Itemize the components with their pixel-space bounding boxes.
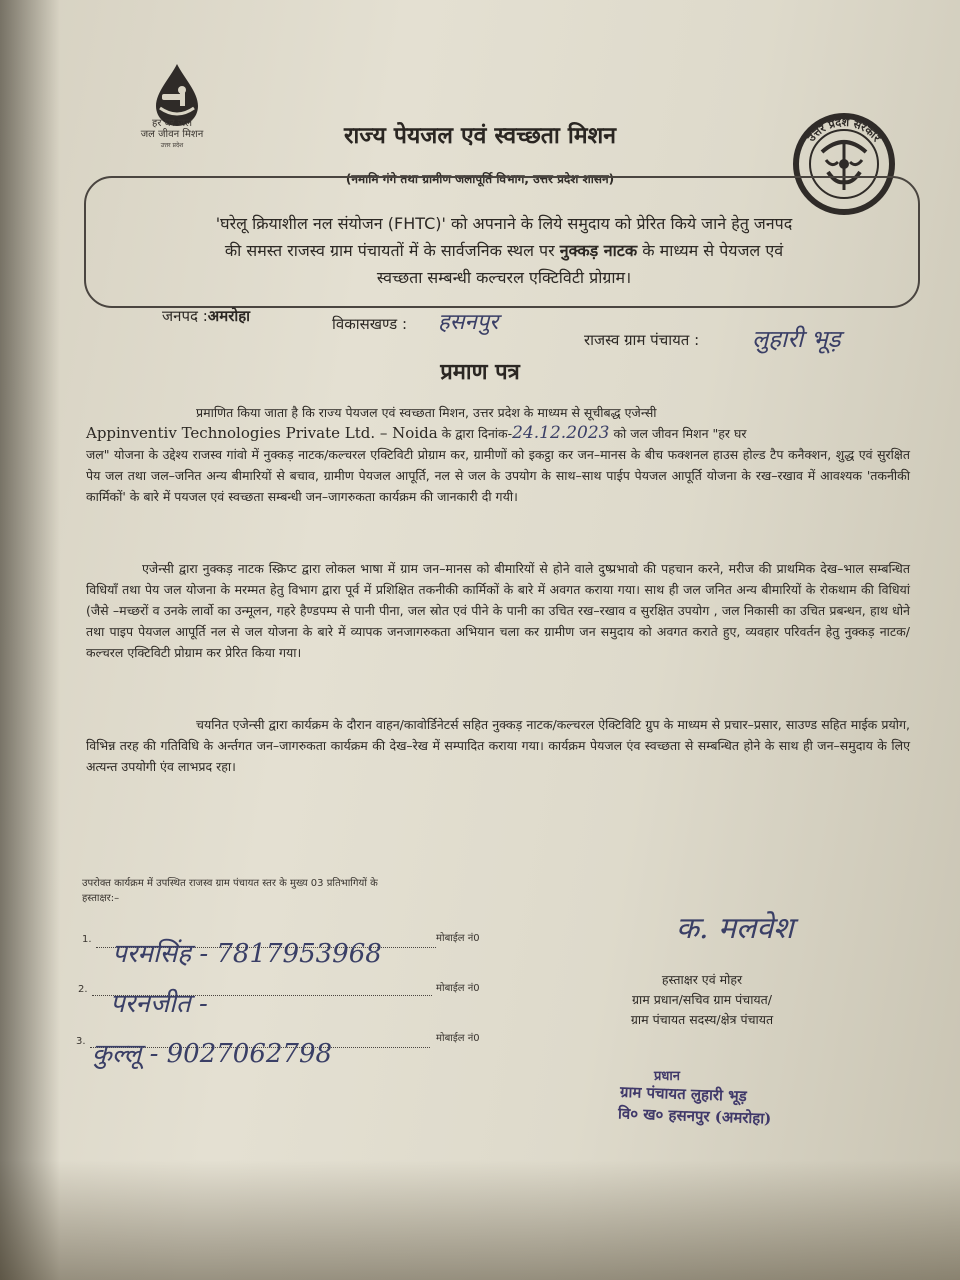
paragraph-1-line-1: प्रमाणित किया जाता है कि राज्य पेयजल एवं स्वच्छता मिशन, उत्तर प्रदेश के माध्यम से सूचीबद्ध एजेन्सी — [196, 405, 657, 420]
program-date-handwritten: 24.12.2023 — [512, 423, 610, 443]
participants-intro-line-1: उपरोक्त कार्यक्रम में उपस्थित राजस्व ग्राम पंचायत स्तर के मुख्य 03 प्रतिभागियों के — [82, 878, 378, 889]
participant-1-mobile-label: मोबाईल नं0 — [436, 933, 480, 944]
banner-line-2 — [100, 237, 908, 264]
logo-left-line-1: हर घर जल — [152, 118, 192, 129]
page-title: राज्य पेयजल एवं स्वच्छता मिशन — [344, 123, 616, 149]
stamp-line-1: प्रधान — [654, 1069, 680, 1084]
page-shadow-bottom — [0, 1160, 960, 1280]
participant-1-signature: परमसिंह - 7817953968 — [112, 939, 382, 969]
banner-line-3: स्वच्छता सम्बन्धी कल्चरल एक्टिविटी प्रोग्राम। — [376, 268, 632, 287]
page-subtitle: (नमामि गंगे तथा ग्रामीण जलापूर्ति विभाग, उत्तर प्रदेश शासन) — [345, 172, 615, 186]
stamp-line-3: वि० ख० हसनपुर (अमरोहा) — [617, 1104, 772, 1128]
participant-2-number: 2. — [78, 984, 88, 995]
district-label: जनपद : — [162, 307, 208, 325]
paragraph-1-rest: जल" योजना के उद्देश्य राजस्व गांवो में नुक्कड़ नाटक/कल्चरल एक्टिविटी प्रोग्राम कर, ग्रामीणों को इकट्ठा कर जन–मानस के बीच फक्शनल हाउस होल्ड टैप कनैक्शन, शुद्ध एवं सुरक्षित पेय जल तथा जल–जनित अन्य बीमारियों से बचाव, ग्रामीण पेयजल आपूर्ति, नल से जल के उपयोग के साथ–साथ पाईप पेयजल आपूर्ति योजना के रख–रखाव में आवश्यक 'तकनीकी कार्मिकों' के बारे में पयजल एवं स्वच्छता सम्बन्धी जन–जागरुकता कार्यक्रम की जानकारी दी गयी। — [86, 447, 910, 504]
participant-1-number: 1. — [82, 934, 92, 945]
participant-3-number: 3. — [76, 1036, 86, 1047]
emblem-text: उत्तर प्रदेश सरकार — [804, 115, 884, 145]
logo-left-line-2: जल जीवन मिशन — [140, 129, 204, 140]
panchayat-value-handwritten: लुहारी भूड़ — [752, 325, 841, 353]
signatory-label-1: हस्ताक्षर एवं मोहर — [661, 972, 743, 987]
paragraph-3: चयनित एजेन्सी द्वारा कार्यक्रम के दौरान वाहन/कावोर्डिनेटर्स सहित नुक्कड़ नाटक/कल्चरल ऐक्टिविटि ग्रुप के माध्यम से प्रचार–प्रसार, साउण्ड सहित माईक प्रयोग, विभिन्न तरह की गतिविधि के अर्न्तगत जन–जागरुकता कार्यक्रम की देख–रेख में सम्पादित कराया गया। कार्यक्रम पेयजल एंव स्वच्छता से सम्बन्धित होने के साथ ही जन–समुदाय के लिए अत्यन्त उपयोगी एंव लाभप्रद रहा। — [86, 717, 910, 774]
banner-line-2-bold: नुक्कड़ नाटक — [559, 241, 638, 260]
signatory-label-3: ग्राम पंचायत सदस्य/क्षेत्र पंचायत — [630, 1012, 774, 1027]
panchayat-label: राजस्व ग्राम पंचायत : — [584, 331, 700, 349]
paragraph-1-line-2-end: को जल जीवन मिशन "हर घर — [609, 426, 747, 441]
district-value: अमरोहा — [207, 307, 251, 325]
participant-2-signature: परनजीत - — [110, 989, 208, 1019]
stamp-line-2: ग्राम पंचायत लुहारी भूड़ — [619, 1082, 748, 1106]
signatory-signature: क. मलवेश — [676, 911, 794, 946]
page-shadow-left — [0, 0, 60, 1280]
paragraph-1 — [86, 402, 910, 507]
banner-line-2-post: के माध्यम से पेयजल एवं — [637, 241, 784, 260]
signatory-block — [592, 970, 812, 1030]
participant-3-mobile-label: मोबाईल नं0 — [436, 1033, 480, 1044]
participant-2-mobile-label: मोबाईल नं0 — [436, 983, 480, 994]
banner-line-1: 'घरेलू क्रियाशील नल संयोजन (FHTC)' को अपनाने के लिये समुदाय को प्रेरित किये जाने हेतु जनपद — [215, 214, 793, 233]
block-label: विकासखण्ड : — [332, 315, 408, 333]
participant-3-signature: कुल्लू - 9027062798 — [92, 1039, 333, 1069]
paragraph-1-line-2 — [86, 423, 910, 444]
participants-intro-line-2: हस्ताक्षर:– — [82, 893, 120, 904]
paragraph-2: एजेन्सी द्वारा नुक्कड़ नाटक स्क्रिप्ट द्वारा लोकल भाषा में ग्राम जन–मानस को बीमारियों से होने वाले दुष्प्रभावो की पहचान करने, मरीज की प्राथमिक देख–भाल सम्बन्धित विधियाँ तथा पेय जल योजना के मरम्मत हेतु विभाग द्वारा पूर्व में प्रशिक्षित तकनीकी कार्मिकों के बारे में अवगत कराया गया। साथ ही जल जनित अन्य बीमारियों के रोकथाम की विधियां (जैसे –मच्छरों व उनके लार्वो का उन्मूलन, गहरे हैण्डपम्प से पानी पीना, जल स्रोत एवं पीने के पानी का उचित रख–रखाव व सुरक्षित उपयोग , जल निकासी का उचित प्रबन्धन, हाथ धोने तथा पाइप पेयजल आपूर्ति नल से जल योजना के बारे में व्यापक जनजागरुकता अभियान चला कर ग्रामीण जन समुदाय को अवगत कराते हुए, व्यवहार परिवर्तन हेतु नुक्कड़ नाटक/कल्चरल एक्टिविटी प्रोग्राम कर प्रेरित किया गया। — [86, 561, 910, 660]
certificate-title: प्रमाण पत्र — [440, 360, 520, 385]
district-field — [162, 306, 250, 326]
banner-line-2-pre: की समस्त राजस्व ग्राम पंचायतों में के सार्वजनिक स्थल पर — [224, 241, 560, 260]
program-banner-text — [100, 210, 908, 291]
paragraph-1-date-label: के द्वारा दिनांक- — [437, 426, 513, 441]
block-value-handwritten: हसनपुर — [438, 310, 499, 335]
logo-left-line-3: उत्तर प्रदेश — [160, 142, 184, 149]
participants-intro — [82, 876, 602, 906]
signatory-label-2: ग्राम प्रधान/सचिव ग्राम पंचायत/ — [631, 992, 773, 1007]
agency-name: Appinventiv Technologies Private Ltd. – Noida — [86, 424, 438, 442]
